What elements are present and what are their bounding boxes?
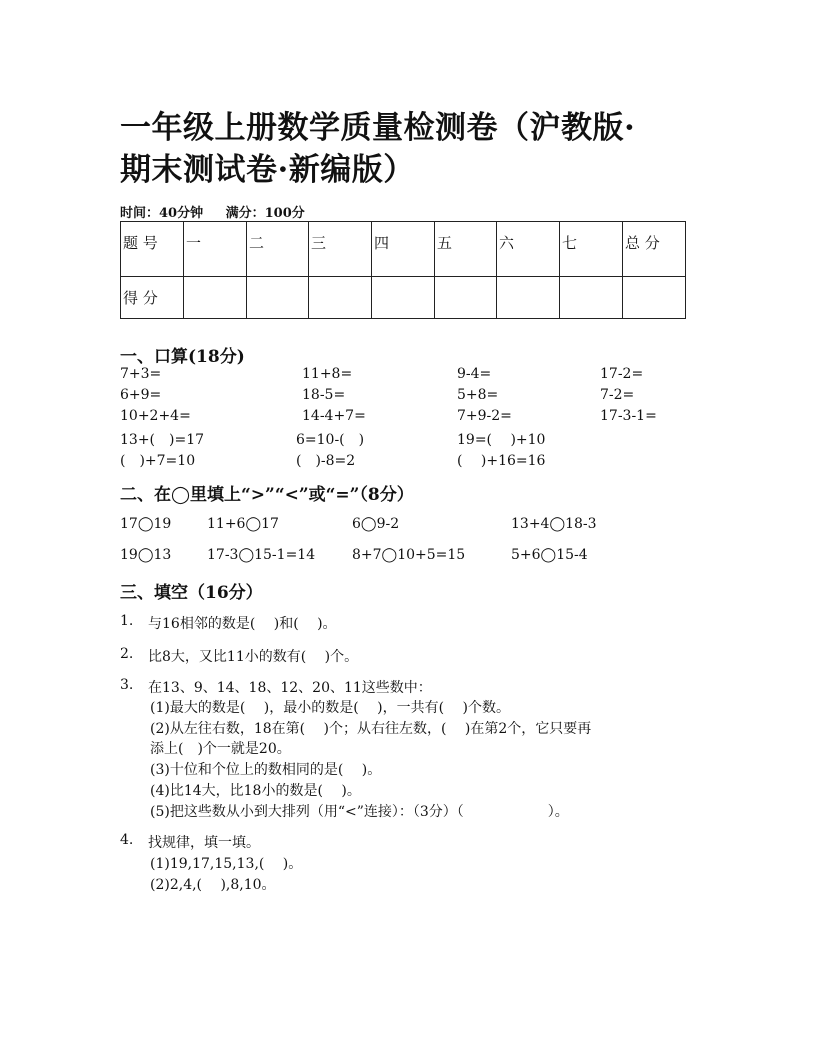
- question-3-text: 在13、9、14、18、12、20、11这些数中：: [148, 680, 432, 696]
- question-3-sub-4: (4)比14大，比18小的数是( )。: [150, 783, 361, 799]
- math-item: 9-4=: [457, 366, 492, 382]
- math-item: ( )-8=2: [296, 453, 356, 469]
- math-item: 10+2+4=: [120, 408, 191, 424]
- score-input-cell[interactable]: [309, 277, 372, 319]
- header-cell: 题 号: [121, 222, 184, 277]
- math-item: 5+8=: [457, 387, 499, 403]
- question-2-number: 2.: [120, 646, 134, 662]
- score-input-cell[interactable]: [247, 277, 309, 319]
- compare-item: 17-3◯15-1=14: [207, 547, 316, 563]
- math-item: ( )+16=16: [457, 453, 546, 469]
- compare-item: 17◯19: [120, 516, 172, 532]
- math-item: 6+9=: [120, 387, 162, 403]
- score-row-label: 得 分: [121, 277, 184, 319]
- compare-item: 6◯9-2: [352, 516, 400, 532]
- question-4-text: 找规律，填一填。: [148, 835, 260, 851]
- question-3-number: 3.: [120, 677, 134, 693]
- question-2-text: 比8大，又比11小的数有( )个。: [148, 649, 359, 665]
- question-4-number: 4.: [120, 832, 134, 848]
- score-input-cell[interactable]: [372, 277, 435, 319]
- math-item: 7+3=: [120, 366, 162, 382]
- question-3-sub-2: (2)从左往右数，18在第( )个；从右往左数，( )在第2个，它只要再: [150, 721, 592, 737]
- score-input-cell[interactable]: [497, 277, 560, 319]
- math-item: 7-2=: [600, 387, 635, 403]
- question-3-sub-5: (5)把这些数从小到大排列（用“<”连接）：（3分）（ ）。: [150, 804, 569, 820]
- header-cell: 三: [309, 222, 372, 277]
- page-title-line-1: 一年级上册数学质量检测卷（沪教版·: [120, 110, 636, 146]
- header-cell: 一: [184, 222, 247, 277]
- question-3-sub-1: (1)最大的数是( )，最小的数是( )，一共有( )个数。: [150, 700, 510, 716]
- math-item: 6=10-( ): [296, 432, 365, 448]
- compare-item: 11+6◯17: [207, 516, 279, 532]
- score-table-header-row: [121, 222, 686, 277]
- compare-item: 13+4◯18-3: [511, 516, 597, 532]
- section-3-title: 三、填空（16分）: [120, 583, 263, 603]
- header-cell: 七: [560, 222, 623, 277]
- math-item: ( )+7=10: [120, 453, 196, 469]
- math-item: 17-2=: [600, 366, 644, 382]
- math-item: 18-5=: [302, 387, 346, 403]
- score-input-cell[interactable]: [623, 277, 686, 319]
- score-table-score-row: [121, 277, 686, 319]
- header-cell: 总 分: [623, 222, 686, 277]
- header-cell: 六: [497, 222, 560, 277]
- header-cell: 五: [435, 222, 497, 277]
- score-table: [120, 221, 686, 319]
- question-1-text: 与16相邻的数是( )和( )。: [148, 616, 337, 632]
- exam-meta: [120, 202, 323, 221]
- header-cell: 四: [372, 222, 435, 277]
- math-item: 17-3-1=: [600, 408, 657, 424]
- question-1-number: 1.: [120, 613, 134, 629]
- math-item: 11+8=: [302, 366, 353, 382]
- section-2-title: 二、在◯里填上“>”“<”或“=”（8分）: [120, 485, 414, 505]
- question-4-sub-1: (1)19,17,15,13,( )。: [150, 856, 303, 872]
- exam-time: 时间：40分钟: [120, 206, 204, 221]
- question-4-sub-2: (2)2,4,( ),8,10。: [150, 877, 276, 893]
- math-item: 14-4+7=: [302, 408, 366, 424]
- compare-item: 5+6◯15-4: [511, 547, 588, 563]
- math-item: 13+( )=17: [120, 432, 205, 448]
- score-input-cell[interactable]: [560, 277, 623, 319]
- question-3-sub-3: (3)十位和个位上的数相同的是( )。: [150, 762, 382, 778]
- score-input-cell[interactable]: [435, 277, 497, 319]
- page-title-line-2: 期末测试卷·新编版）: [120, 152, 415, 188]
- question-3-sub-2-cont: 添上( )个一就是20。: [150, 741, 291, 757]
- score-input-cell[interactable]: [184, 277, 247, 319]
- compare-item: 8+7◯10+5=15: [352, 547, 466, 563]
- header-cell: 二: [247, 222, 309, 277]
- section-1-title: 一、口算(18分): [120, 347, 245, 367]
- math-item: 7+9-2=: [457, 408, 512, 424]
- math-item: 19=( )+10: [457, 432, 546, 448]
- compare-item: 19◯13: [120, 547, 172, 563]
- exam-full-score: 满分：100分: [225, 206, 305, 221]
